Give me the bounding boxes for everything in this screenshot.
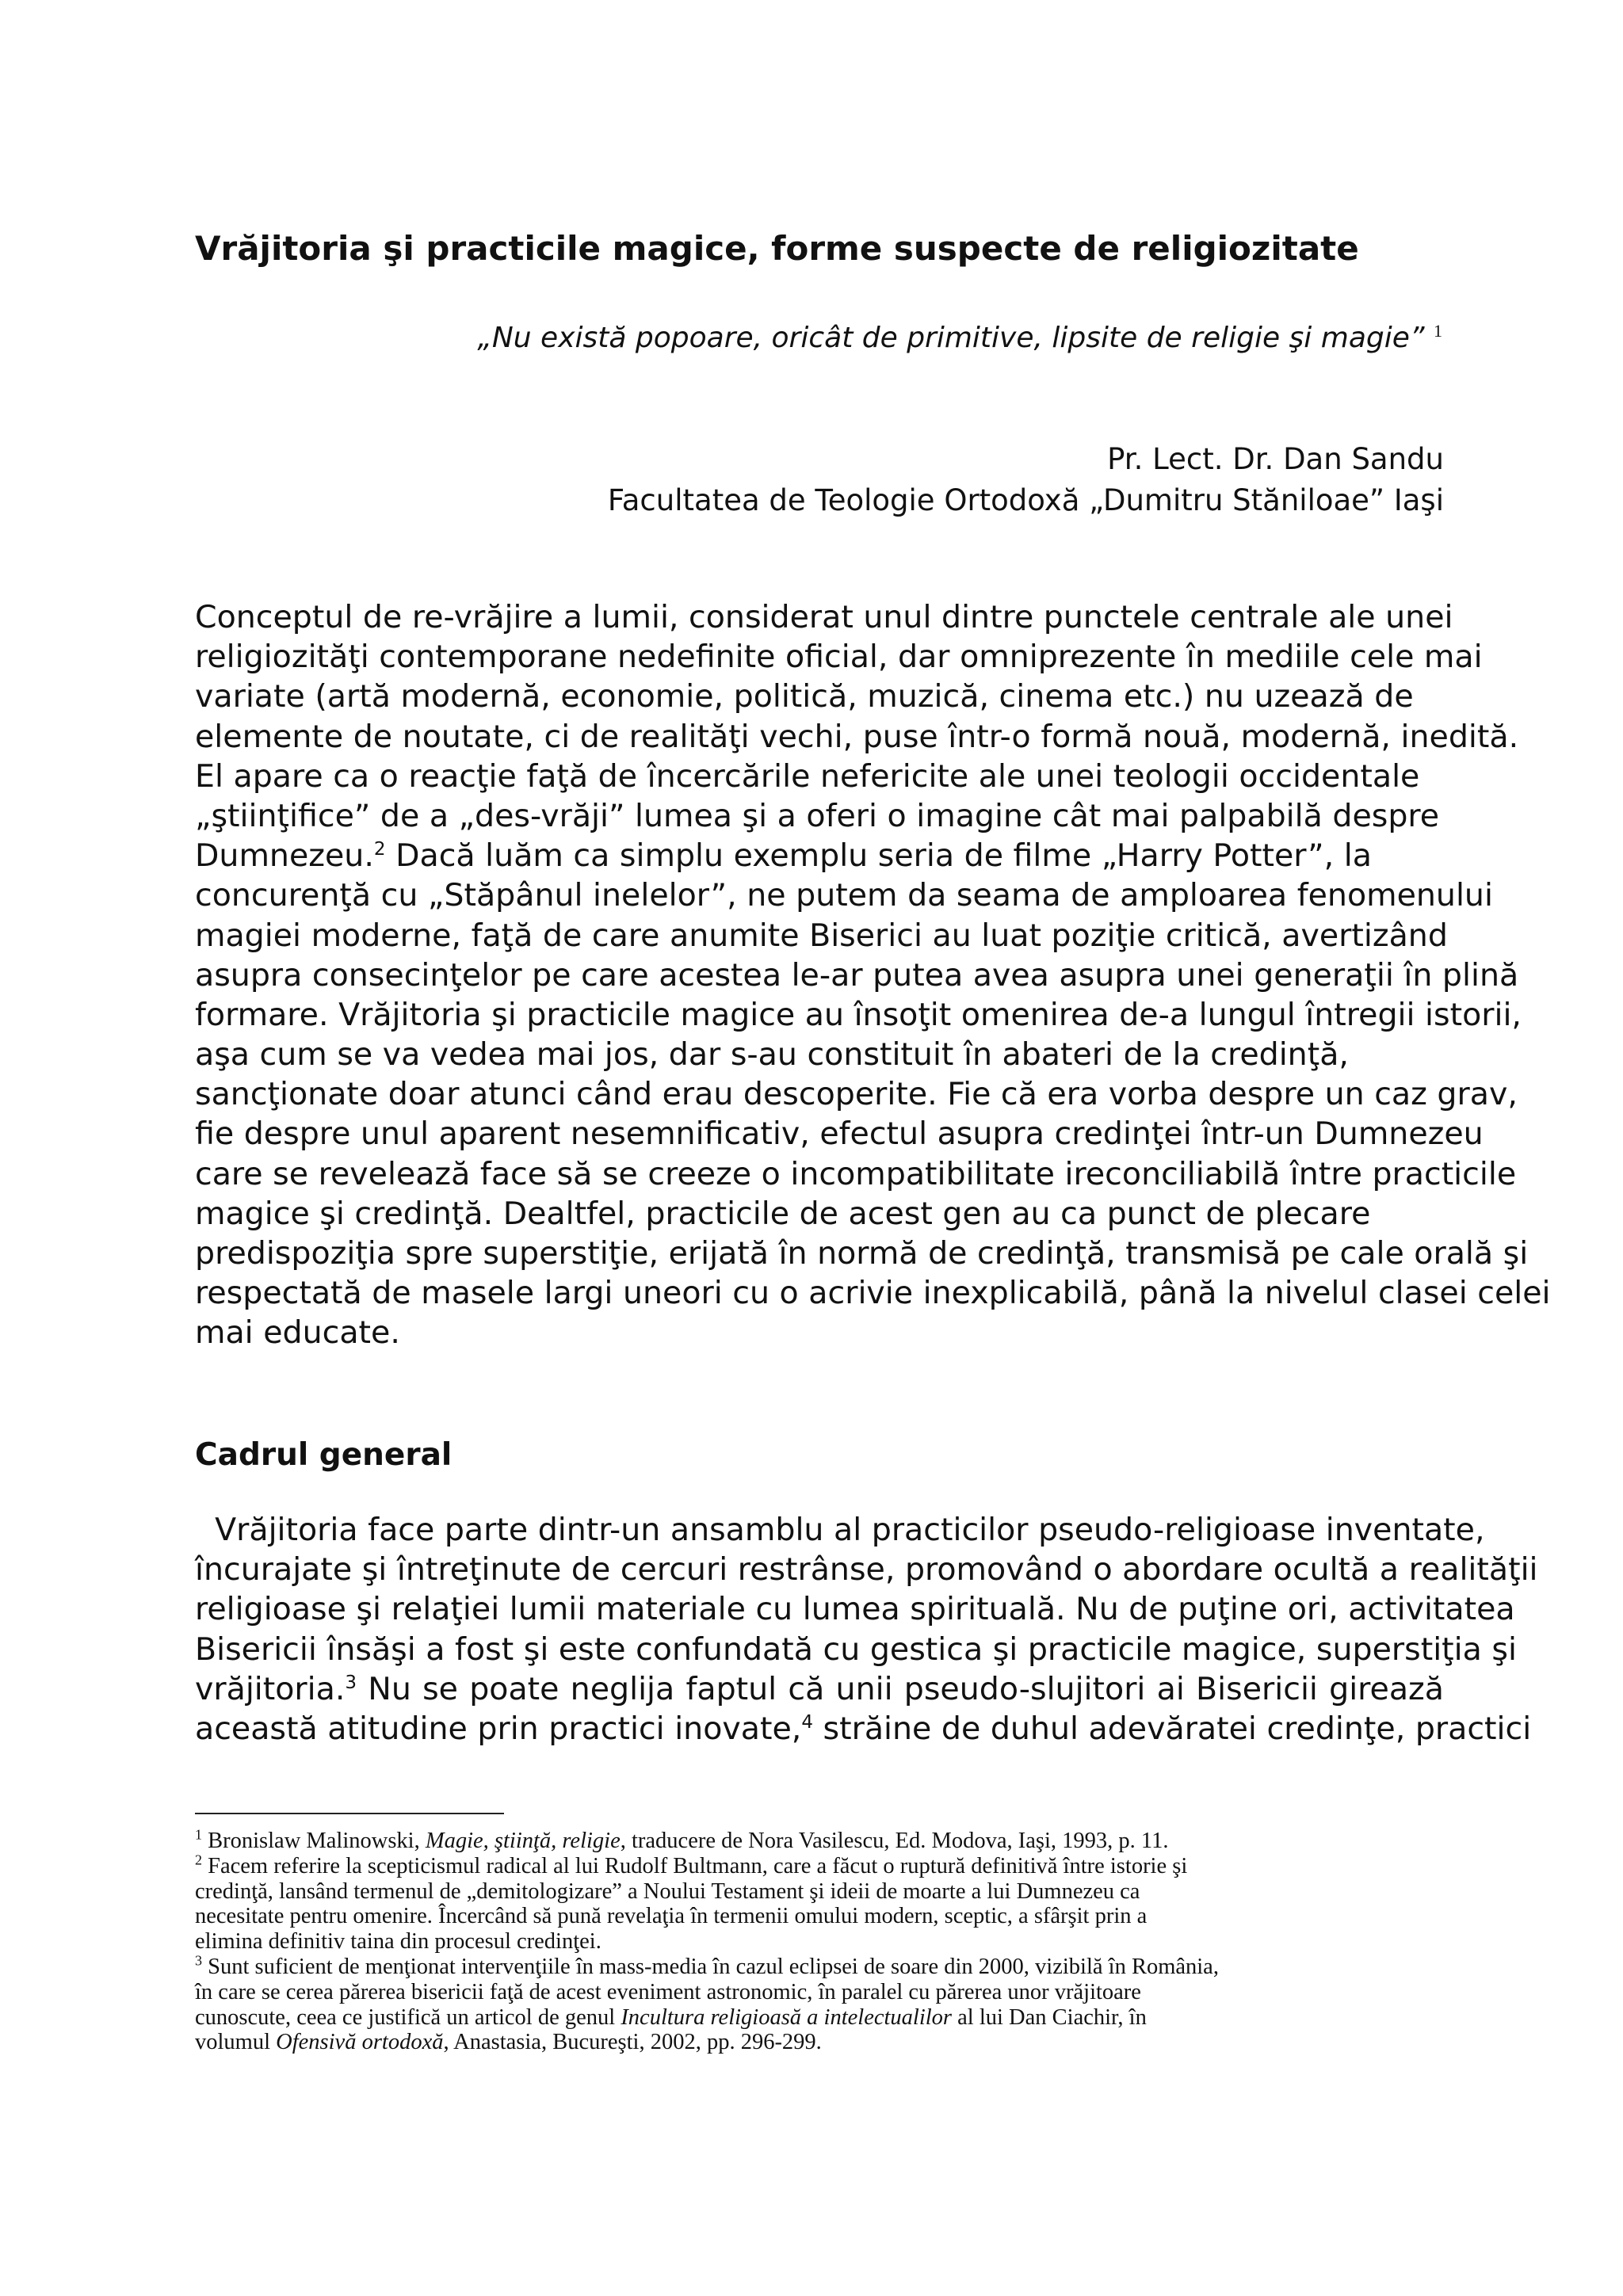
line-text: Dumnezeu. bbox=[195, 837, 374, 875]
paragraph-line: Bisericii însăşi a fost şi este confundată cu gestica şi practicile magice, superstiţia şi bbox=[195, 1630, 1517, 1668]
paragraph-line: magiei moderne, faţă de care anumite Biserici au luat poziţie critică, avertizând bbox=[195, 917, 1448, 954]
paragraph-line: asupra consecinţelor pe care acestea le-ar putea avea asupra unei generaţii în plină bbox=[195, 956, 1519, 994]
footnote-text: , Anastasia, Bucureşti, 2002, pp. 296-299. bbox=[443, 2030, 822, 2055]
paragraph-line: Conceptul de re-vrăjire a lumii, considerat unul dintre punctele centrale ale unei bbox=[195, 599, 1453, 635]
paragraph-line: variate (artă modernă, economie, politică, muzică, cinema etc.) nu uzează de bbox=[195, 678, 1414, 715]
footnote-separator bbox=[195, 1813, 504, 1814]
paragraph-line: concurenţă cu „Stăpânul inelelor”, ne putem da seama de amploarea fenomenului bbox=[195, 877, 1493, 914]
footnote-line bbox=[195, 2005, 1447, 2031]
footnote-line: credinţă, lansând termenul de „demitologizare” a Noului Testament şi ideii de moarte a lui Dumnezeu ca bbox=[195, 1878, 1140, 1904]
motto-text: „Nu există popoare, oricât de primitive, lipsite de religie şi magie” bbox=[477, 322, 1425, 354]
paragraph-line: predispoziţia spre superstiţie, erijată în normă de credinţă, transmisă pe cale orală şi bbox=[195, 1235, 1529, 1272]
footnote-line: în care se cerea părerea bisericii faţă de acest eveniment astronomic, în paralel cu părerea unor vrăjitoare bbox=[195, 1979, 1141, 2004]
footnote-2 bbox=[195, 1854, 1447, 1879]
paragraph-line: mai educate. bbox=[195, 1314, 400, 1352]
paragraph-line: respectată de masele largi uneori cu o acrivie inexplicabilă, până la nivelul clasei celei bbox=[195, 1275, 1551, 1312]
footnote-1 bbox=[195, 1826, 1447, 1854]
footnote-text: Facem referire la scepticismul radical al lui Rudolf Bultmann, care a făcut o ruptură definitivă între istorie şi bbox=[202, 1853, 1188, 1878]
footnote-ref-2[interactable]: 2 bbox=[373, 838, 386, 860]
footnote-ref-3[interactable]: 3 bbox=[345, 1672, 357, 1693]
paragraph-line bbox=[195, 1709, 1532, 1749]
line-text: Dacă luăm ca simplu exemplu seria de filme „Harry Potter”, la bbox=[385, 837, 1372, 875]
paragraph-line: religioase şi relaţiei lumii materiale cu lumea spirituală. Nu de puţine ori, activitatea bbox=[195, 1591, 1515, 1628]
footnote-number: 1 bbox=[195, 1826, 202, 1843]
paragraph-line: elemente de noutate, ci de realităţi vechi, puse într-o formă nouă, modernă, inedită. bbox=[195, 718, 1519, 755]
author-affiliation: Facultatea de Teologie Ortodoxă „Dumitru Stăniloae” Iaşi bbox=[607, 483, 1444, 517]
footnote-line bbox=[195, 2030, 1447, 2055]
footnote-text: Incultura religioasă a intelectualilor bbox=[621, 2004, 953, 2030]
section-heading: Cadrul general bbox=[195, 1437, 453, 1473]
footnote-text: Sunt suficient de menţionat intervenţiile în mass-media în cazul eclipsei de soare din 2000, vizibilă în România, bbox=[202, 1954, 1219, 1979]
footnote-line: elimina definitiv taina din procesul credinţei. bbox=[195, 1929, 601, 1955]
footnote-text: Ofensivă ortodoxă bbox=[276, 2030, 444, 2055]
line-text: străine de duhul adevăratei credinţe, practici bbox=[812, 1710, 1532, 1747]
footnote-3 bbox=[195, 1952, 1447, 1980]
line-text: vrăjitoria. bbox=[195, 1670, 346, 1707]
paragraph-line bbox=[195, 1510, 1485, 1550]
paragraph-line bbox=[195, 836, 1463, 875]
author-name: Pr. Lect. Dr. Dan Sandu bbox=[1107, 442, 1444, 476]
footnote-ref-4[interactable]: 4 bbox=[801, 1711, 813, 1733]
paragraph-line: încurajate şi întreţinute de cercuri restrânse, promovând o abordare ocultă a realităţii bbox=[195, 1551, 1538, 1589]
paragraph-line: formare. Vrăjitoria şi practicile magice au însoţit omenirea de-a lungul întregii istorii, bbox=[195, 996, 1522, 1033]
paragraph-line: sancţionate doar atunci când erau descoperite. Fie că era vorba despre un caz grav, bbox=[195, 1076, 1518, 1113]
article-title: Vrăjitoria şi practicile magice, forme suspecte de religiozitate bbox=[195, 229, 1359, 268]
paragraph-line: aşa cum se va vedea mai jos, dar s-au constituit în abateri de la credinţă, bbox=[195, 1036, 1349, 1074]
footnote-text: al lui Dan Ciachir, în bbox=[952, 2004, 1147, 2030]
paragraph-line bbox=[195, 1669, 1444, 1709]
footnote-ref-1[interactable]: 1 bbox=[1434, 321, 1442, 341]
paragraph-line: „ştiinţifice” de a „des-vrăji” lumea şi a oferi o imagine cât mai palpabilă despre bbox=[195, 797, 1440, 834]
paragraph-line: El apare ca o reacţie faţă de încercările nefericite ale unei teologii occidentale bbox=[195, 757, 1420, 795]
paragraph-line: care se revelează face să se creeze o incompatibilitate ireconciliabilă între practicile bbox=[195, 1155, 1517, 1192]
line-text: Vrăjitoria face parte dintr-un ansamblu al practicilor pseudo-religioase inventate, bbox=[195, 1512, 1485, 1548]
footnote-text: Bronislaw Malinowski, bbox=[202, 1829, 426, 1853]
paragraph-line: magice şi credinţă. Dealtfel, practicile de acest gen au ca punct de plecare bbox=[195, 1195, 1371, 1232]
footnote-text: , traducere de Nora Vasilescu, Ed. Modova, Iaşi, 1993, p. 11. bbox=[620, 1829, 1169, 1853]
footnote-number: 3 bbox=[195, 1952, 202, 1969]
paragraph-line: fie despre unul aparent nesemnificativ, efectul asupra credinţei într-un Dumnezeu bbox=[195, 1116, 1484, 1153]
section-paragraph bbox=[195, 1510, 1538, 1749]
paragraph-line: religiozităţi contemporane nedefinite oficial, dar omniprezente în mediile cele mai bbox=[195, 639, 1483, 676]
footnote-text: volumul bbox=[195, 2030, 277, 2055]
footnote-text: Magie, ştiinţă, religie bbox=[425, 1829, 621, 1853]
motto-quote bbox=[444, 318, 1442, 358]
footnote-line: necesitate pentru omenire. Încercând să pună revelaţia în termenii omului modern, sceptic, a sfârşit prin a bbox=[195, 1904, 1148, 1929]
intro-paragraph bbox=[195, 597, 1551, 1353]
footnotes bbox=[195, 1826, 1447, 2055]
footnote-number: 2 bbox=[195, 1852, 202, 1868]
line-text: această atitudine prin practici inovate, bbox=[195, 1710, 802, 1747]
footnote-text: cunoscute, ceea ce justifică un articol de genul bbox=[195, 2004, 621, 2030]
author-block bbox=[334, 439, 1444, 521]
line-text: Nu se poate neglija faptul că unii pseudo-slujitori ai Bisericii girează bbox=[357, 1670, 1444, 1707]
